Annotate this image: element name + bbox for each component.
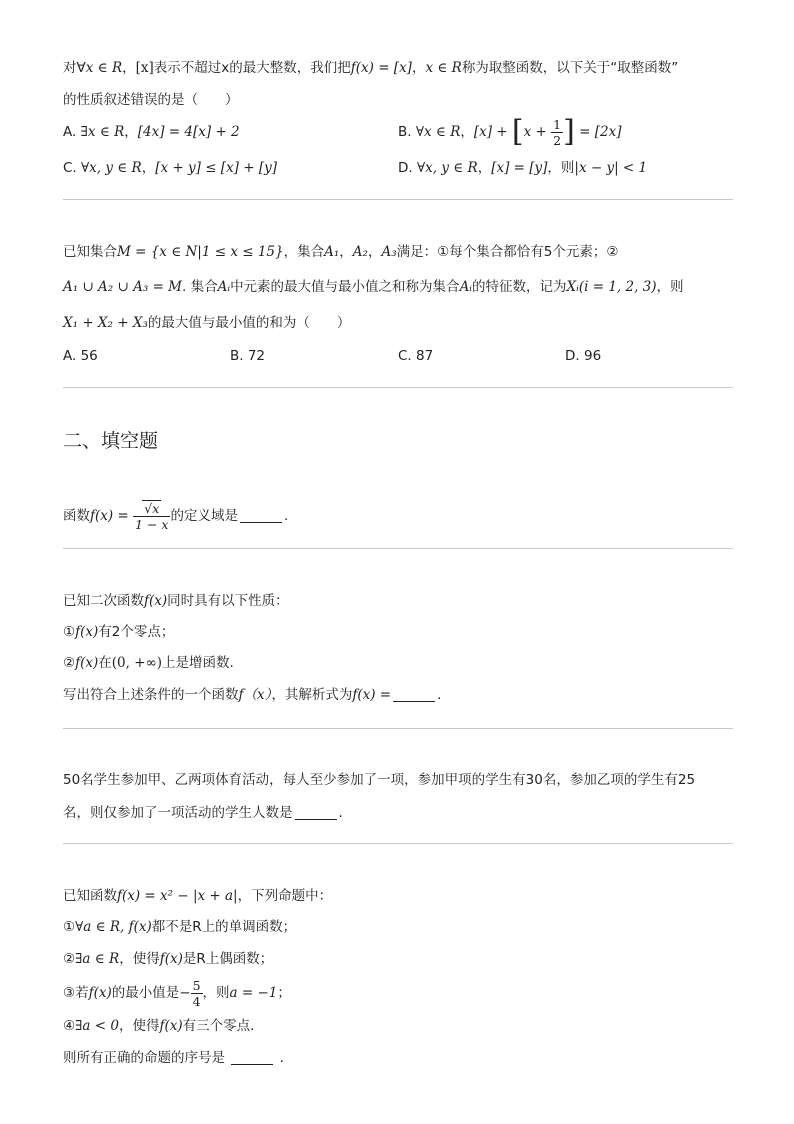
question-text-line-1: 已知函数f(x) = x² − |x + a|，下列命题中：: [63, 888, 333, 904]
proposition-2: ②∃a ∈ R，使得f(x)是R上偶函数；: [63, 951, 274, 967]
divider: [63, 548, 733, 549]
option-a[interactable]: A. ∃x ∈ R，[4x] = 4[x] + 2: [63, 124, 240, 140]
answer-blank[interactable]: [295, 806, 337, 820]
option-a[interactable]: A. 56: [63, 348, 98, 364]
question-text-line-4: 写出符合上述条件的一个函数f（x），其解析式为f(x) = .: [63, 687, 442, 703]
option-d[interactable]: D. ∀x, y ∈ R，[x] = [y]，则|x − y| < 1: [398, 160, 648, 176]
answer-blank[interactable]: [393, 688, 435, 702]
question-text-line-1: 已知二次函数f(x)同时具有以下性质：: [63, 593, 289, 609]
question-text-line-1: 已知集合M = {x ∈ N|1 ≤ x ≤ 15}，集合A₁，A₂，A₃满足：①每个集合都恰有5个元素；②: [63, 244, 619, 260]
question-text-line-2: A₁ ∪ A₂ ∪ A₃ = M. 集合Aᵢ中元素的最大值与最小值之和称为集合Aᵢ的特征数，记为Xᵢ(i = 1, 2, 3)，则: [63, 279, 684, 295]
divider: [63, 387, 733, 388]
property-1: ①f(x)有2个零点；: [63, 624, 175, 640]
divider: [63, 728, 733, 729]
question-text-line-2: 名，则仅参加了一项活动的学生人数是 .: [63, 805, 343, 821]
proposition-3: ③若f(x)的最小值是− $\frac{5}{4}$ ，则a = −1；: [63, 977, 291, 1009]
answer-blank[interactable]: [240, 509, 282, 523]
question-text: 函数f(x) = $\frac{√x}{1 - x}$ 的定义域是 .: [63, 501, 289, 532]
question-text-line-3: X₁ + X₂ + X₃的最大值与最小值的和为（ ）: [63, 315, 351, 331]
question-text-line-2: 的性质叙述错误的是（ ）: [63, 92, 239, 108]
question-prompt: 则所有正确的命题的序号是 .: [63, 1050, 284, 1066]
divider: [63, 843, 733, 844]
option-c[interactable]: C. 87: [398, 348, 434, 364]
divider: [63, 199, 733, 200]
property-2: ②f(x)在(0, +∞)上是增函数.: [63, 655, 234, 671]
proposition-1: ①∀a ∈ R, f(x)都不是R上的单调函数；: [63, 919, 297, 935]
option-b[interactable]: B. ∀x ∈ R，[x] + [x + $\frac{1}{2}$ ] = [2x]: [398, 114, 622, 149]
question-text-line-1: 50名学生参加甲、乙两项体育活动，每人至少参加了一项，参加甲项的学生有30名，参加乙项的学生有25: [63, 772, 696, 788]
section-title: 二、填空题: [63, 430, 159, 452]
proposition-4: ④∃a < 0，使得f(x)有三个零点.: [63, 1018, 255, 1034]
fraction-five-quarters: $\frac{5}{4}$: [192, 977, 201, 1009]
answer-blank[interactable]: [231, 1051, 273, 1065]
option-c[interactable]: C. ∀x, y ∈ R，[x + y] ≤ [x] + [y]: [63, 160, 277, 176]
option-d[interactable]: D. 96: [565, 348, 602, 364]
fraction-sqrt-x-over-1-minus-x: $\frac{√x}{1 - x}$: [135, 501, 169, 532]
option-b[interactable]: B. 72: [230, 348, 266, 364]
fraction-one-half: $\frac{1}{2}$: [553, 116, 562, 148]
question-text-line-1: 对∀x ∈ R，[x]表示不超过x的最大整数，我们把f(x) = [x]，x ∈ R称为取整函数，以下关于“取整函数”: [63, 60, 679, 76]
